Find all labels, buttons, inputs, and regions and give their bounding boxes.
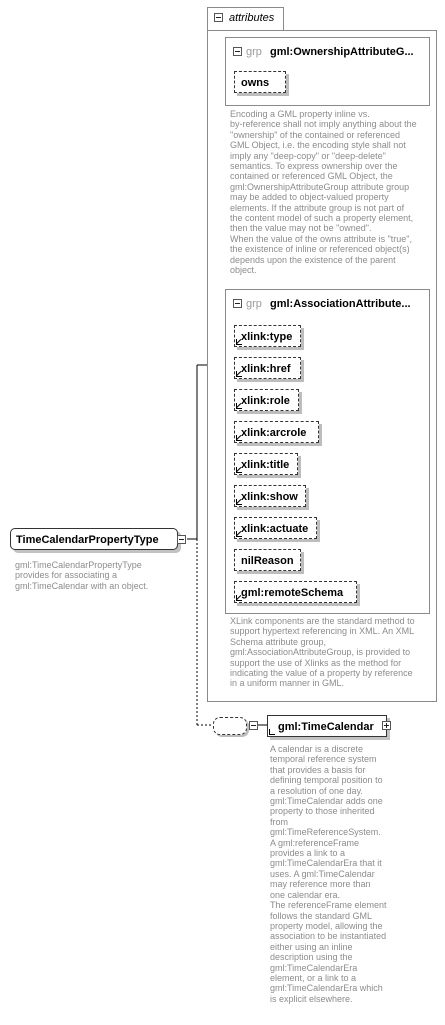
ownership-group-description: Encoding a GML property inline vs. by-reference shall not imply anything about the "ownership" of the contained or referenced GML Object, i.e. the encoding style shall not imply any "deep-copy" or "deep-delete" semantics. To express ownership over the contained or referenced GML Object, the gml:OwnershipAttributeGroup attribute group may be added to object-valued property elements. If the attribute group is not part of the content model of such a property element, then the value may not be "owned". When the value of the owns attribute is "true", the existence of inline or referenced object(s) depends upon the existence of the parent object. xyxy=(230,109,417,276)
attribute-xlink-href[interactable]: xlink:href xyxy=(234,357,301,379)
reference-icon xyxy=(236,467,242,473)
reference-icon xyxy=(236,435,242,441)
reference-icon xyxy=(236,531,242,537)
collapse-icon[interactable] xyxy=(249,721,258,730)
attribute-nil-reason[interactable]: nilReason xyxy=(234,549,301,571)
reference-icon xyxy=(236,371,242,377)
group-name: gml:OwnershipAttributeG... xyxy=(270,46,414,58)
group-tag: grp xyxy=(246,298,262,310)
group-name: gml:AssociationAttribute... xyxy=(270,298,411,310)
collapse-icon[interactable] xyxy=(177,535,186,544)
main-type-description: gml:TimeCalendarPropertyType provides for associating a gml:TimeCalendar with an object. xyxy=(15,560,149,591)
reference-icon xyxy=(236,339,242,345)
type-name: TimeCalendarPropertyType xyxy=(16,534,159,546)
reference-icon xyxy=(269,729,275,735)
attribute-xlink-title[interactable]: xlink:title xyxy=(234,453,298,475)
expand-icon[interactable] xyxy=(382,721,391,730)
attribute-xlink-arcrole[interactable]: xlink:arcrole xyxy=(234,421,319,443)
attribute-xlink-role[interactable]: xlink:role xyxy=(234,389,299,411)
reference-icon xyxy=(236,403,242,409)
collapse-icon[interactable] xyxy=(214,13,223,22)
attribute-owns[interactable] xyxy=(234,71,286,93)
association-attribute-group[interactable] xyxy=(225,289,430,614)
element-name: gml:TimeCalendar xyxy=(278,721,374,733)
time-calendar-description: A calendar is a discrete temporal reference system that provides a basis for defining temporal position to a resolution of one day. gml:TimeCalendar adds one property to those inherited from gml:TimeReferenceSystem. A gml:referenceFrame provides a link to a gml:TimeCalendarEra that it uses. A gml:TimeCalendar may reference more than one calendar era. The referenceFrame element follows the standard GML property model, allowing the association to be instantiated either using an inline description using the gml:TimeCalendarEra element, or a link to a gml:TimeCalendarEra which is explicit elsewhere. xyxy=(270,744,387,1004)
attribute-xlink-actuate[interactable]: xlink:actuate xyxy=(234,517,317,539)
reference-icon xyxy=(236,595,242,601)
attribute-xlink-type[interactable]: xlink:type xyxy=(234,325,301,347)
element-gml-time-calendar[interactable] xyxy=(267,715,387,737)
complex-type-time-calendar-property-type[interactable] xyxy=(10,528,178,550)
collapse-icon[interactable] xyxy=(233,47,242,56)
attribute-xlink-show[interactable]: xlink:show xyxy=(234,485,306,507)
attribute-label: owns xyxy=(241,77,270,89)
attribute-remote-schema[interactable]: gml:remoteSchema xyxy=(234,581,357,603)
reference-icon xyxy=(236,499,242,505)
attributes-tab[interactable] xyxy=(207,7,284,30)
attributes-label: attributes xyxy=(229,12,275,24)
collapse-icon[interactable] xyxy=(233,299,242,308)
sequence-compositor[interactable] xyxy=(213,717,247,735)
ownership-attribute-group[interactable] xyxy=(225,37,430,106)
association-group-description: XLink components are the standard method to support hypertext referencing in XML. An XML Schema attribute group, gml:AssociationAttributeGroup, is provided to support the use of Xlinks as the method for indicating the value of a property by reference in a uniform manner in GML. xyxy=(230,616,415,689)
group-tag: grp xyxy=(246,46,262,58)
